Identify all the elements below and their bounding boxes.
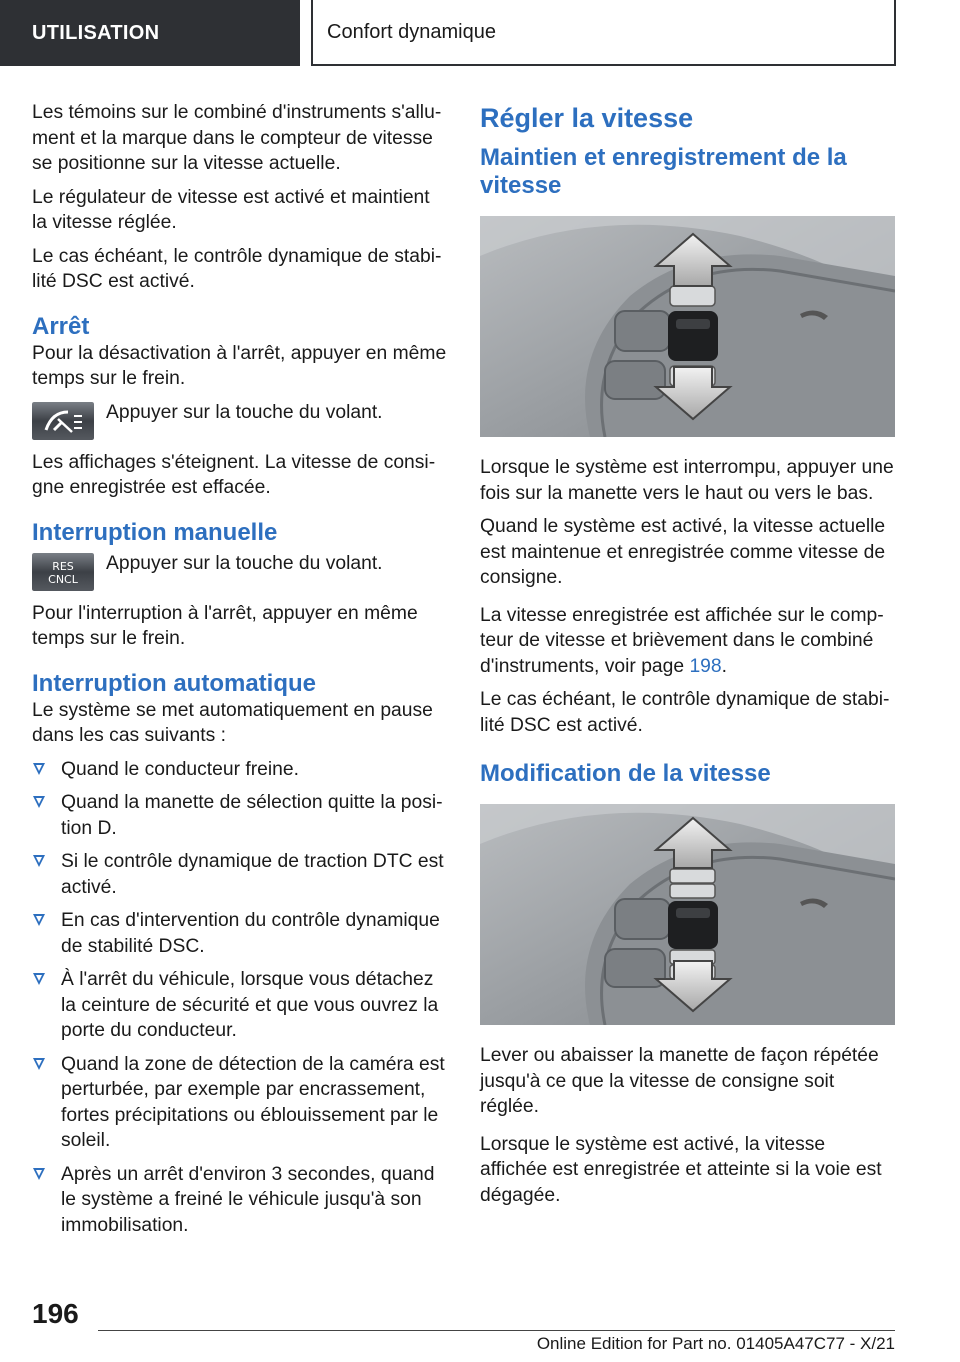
triangle-bullet-icon <box>33 1058 45 1070</box>
arret-after: Les affichages s'éteignent. La vitesse de consigne enregistrée est effacée. <box>32 451 436 498</box>
heading-maintien: Maintien et enregistrement de la vitesse <box>480 144 847 199</box>
maintien-p3: La vitesse enregistrée est affichée sur le compteur de vitesse et brièvement dans le combiné d'instruments, voir page 198. <box>480 604 884 677</box>
steering-wheel-lever-illustration <box>480 216 895 437</box>
list-item: À l'arrêt du véhicule, lorsque vous détachez la ceinture de sécurité et que vous ouvrez la porte du conducteur. <box>32 967 447 1044</box>
manuelle-after: Pour l'interruption à l'arrêt, appuyer en même temps sur le frein. <box>32 602 418 649</box>
heading-interruption-manuelle: Interruption manuelle <box>32 518 278 546</box>
triangle-bullet-icon <box>33 914 45 926</box>
section-tab: UTILISATION <box>0 0 300 66</box>
chapter-title: Confort dynamique <box>311 0 896 66</box>
manuelle-icon-text: Appuyer sur la touche du volant. <box>106 552 383 574</box>
footer-edition: Online Edition for Part no. 01405A47C77 - X/21 <box>536 1334 895 1353</box>
intro-paragraph: Le régulateur de vitesse est activé et maintient la vitesse réglée. <box>32 186 430 233</box>
res-label: RES <box>52 559 74 573</box>
arret-icon-row <box>32 400 447 440</box>
triangle-bullet-icon <box>33 855 45 867</box>
page-header <box>0 0 960 66</box>
list-item: Quand la manette de sélection quitte la position D. <box>32 790 447 841</box>
triangle-bullet-icon <box>33 1168 45 1180</box>
maintien-p2: Quand le système est activé, la vitesse actuelle est maintenue et enregistrée comme vitesse de consigne. <box>480 516 886 588</box>
cncl-label: CNCL <box>48 572 78 586</box>
list-item: Quand la zone de détection de la caméra est perturbée, par exemple par encrassement, fortes précipitations ou éblouissement par le soleil. <box>32 1052 447 1154</box>
page-link[interactable]: 198 <box>689 655 722 677</box>
left-column <box>32 100 447 1246</box>
manuelle-icon-row <box>32 551 447 591</box>
intro-paragraph: Le cas échéant, le contrôle dynamique de stabilité DSC est activé. <box>32 245 442 292</box>
automatique-list <box>32 757 447 1239</box>
list-item: Si le contrôle dynamique de traction DTC est activé. <box>32 849 447 900</box>
triangle-bullet-icon <box>33 973 45 985</box>
maintien-p1: Lorsque le système est interrompu, appuyer une fois sur la manette vers le haut ou vers le bas. <box>480 457 894 504</box>
footer-divider <box>98 1330 895 1331</box>
steering-wheel-lever-illustration <box>480 804 895 1025</box>
res-cncl-button-icon <box>32 553 94 591</box>
right-column <box>480 100 896 1216</box>
modification-p2: Lorsque le système est activé, la vitesse affichée est enregistrée et atteinte si la voie est dégagée. <box>480 1133 882 1206</box>
list-item: Quand le conducteur freine. <box>32 757 447 783</box>
heading-modification: Modification de la vitesse <box>480 760 771 787</box>
cruise-control-off-icon <box>32 402 94 440</box>
maintien-p4: Le cas échéant, le contrôle dynamique de stabilité DSC est activé. <box>480 689 890 736</box>
list-item: Après un arrêt d'environ 3 secondes, quand le système a freiné le véhicule jusqu'à son immobilisation. <box>32 1162 447 1239</box>
heading-interruption-automatique: Interruption automatique <box>32 669 316 697</box>
arret-text: Pour la désactivation à l'arrêt, appuyer en même temps sur le frein. <box>32 342 447 389</box>
automatique-text: Le système se met automatiquement en pause dans les cas suivants : <box>32 699 433 746</box>
arret-icon-text: Appuyer sur la touche du volant. <box>106 401 383 423</box>
list-item: En cas d'intervention du contrôle dynamique de stabilité DSC. <box>32 908 447 959</box>
heading-regler-la-vitesse: Régler la vitesse <box>480 103 694 133</box>
triangle-bullet-icon <box>33 796 45 808</box>
heading-arret: Arrêt <box>32 312 90 340</box>
triangle-bullet-icon <box>33 763 45 775</box>
intro-paragraph: Les témoins sur le combiné d'instruments s'allument et la marque dans le compteur de vitesse se positionne sur la vitesse actuelle. <box>32 102 442 174</box>
page-number: 196 <box>32 1298 79 1329</box>
modification-p1: Lever ou abaisser la manette de façon répétée jusqu'à ce que la vitesse de consigne soit réglée. <box>480 1045 879 1117</box>
